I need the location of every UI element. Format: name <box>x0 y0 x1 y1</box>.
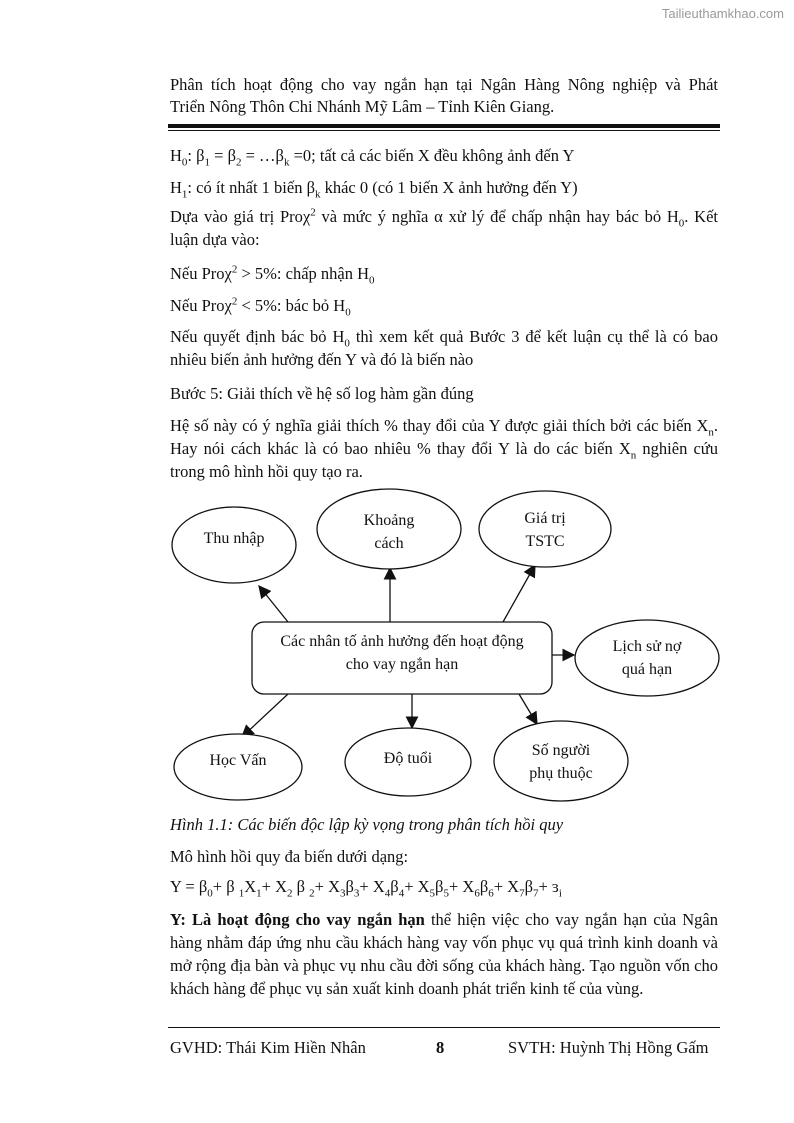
watermark: Tailieuthamkhao.com <box>661 6 784 21</box>
header-line-1: Phân tích hoạt động cho vay ngắn hạn tại Ngân Hàng Nông nghiệp và Phát <box>170 75 718 94</box>
node-lich-su-label-2: quá hạn <box>621 661 673 678</box>
node-khoang-cach-label-1: Khoảng <box>363 512 415 529</box>
node-thu-nhap-label: Thu nhập <box>203 530 265 547</box>
rule-reject: Nếu Proχ$^2$ < 5%: bác bỏ $H_0$ <box>170 295 351 319</box>
node-gia-tri-label-1: Giá trị <box>524 510 566 527</box>
model-intro: Mô hình hồi quy đa biến dưới dạng: <box>170 847 409 866</box>
hypothesis-h0: $H_0$: $\beta_1 = \beta_2$ = $\dots\beta_k =0$; tất cả các biến X đều không ảnh đến Y <box>170 146 575 169</box>
footer-instructor: GVHD: Thái Kim Hiền Nhân <box>170 1038 366 1057</box>
node-khoang-cach <box>317 489 461 569</box>
node-so-nguoi <box>494 721 628 801</box>
node-gia-tri-label-2: TSTC <box>525 533 565 550</box>
center-label-line-2: cho vay ngắn hạn <box>345 656 459 673</box>
footer-student: SVTH: Huỳnh Thị Hồng Gấm <box>508 1038 709 1057</box>
node-lich-su <box>575 620 719 696</box>
node-hoc-van-label: Học Vấn <box>209 752 267 769</box>
decision-paragraph: Dựa vào giá trị Proχ$^2$ và mức ý nghĩa α xử lý để chấp nhận hay bác bỏ $H_0$. Kết luận dựa vào: <box>170 206 718 249</box>
y-definition-term: Y: Là hoạt động cho vay ngắn hạn <box>170 910 425 929</box>
node-so-nguoi-label-1: Số người <box>531 742 591 759</box>
node-so-nguoi-label-2: phụ thuộc <box>529 765 593 782</box>
coefficient-paragraph: Hệ số này có ý nghĩa giải thích % thay đổi của Y được giải thích bởi các biến $X_n$. Hay nói cách khác là có bao nhiêu % thay đổi Y là do các biến $X_n$ nghiên cứu trong mô hình hồi quy tạo ra. <box>170 416 718 481</box>
page-number: 8 <box>436 1038 445 1057</box>
header-line-2: Triển Nông Thôn Chi Nhánh Mỹ Lâm – Tỉnh Kiên Giang. <box>170 97 555 116</box>
node-gia-tri <box>479 491 611 567</box>
arrow-to-hoc-van <box>242 694 288 737</box>
node-do-tuoi-label: Độ tuổi <box>383 750 433 767</box>
figure-caption: Hình 1.1: Các biến độc lập kỳ vọng trong phân tích hồi quy <box>170 815 564 834</box>
center-label-line-1: Các nhân tố ảnh hưởng đến hoạt động <box>280 633 524 650</box>
regression-equation: $Y = \beta_0+ \beta$ $_1X_1+ X_2$ β $_2+ X_3\beta_3+ X_4\beta_4+ X_5\beta_5+ X_6\beta_6+ X_7\beta_7+$ ɜ$_i$ <box>170 877 562 900</box>
hypothesis-h1: $H_1$: có ít nhất 1 biến $\beta_k$ khác 0 (có 1 biến X ảnh hưởng đến Y) <box>170 178 578 201</box>
reject-paragraph: Nếu quyết định bác bỏ $H_0$ thì xem kết quả Bước 3 để kết luận cụ thể là có bao nhiêu biến ảnh hưởng đến Y và đó là biến nào <box>170 327 719 369</box>
footer-rule <box>168 1027 720 1028</box>
node-khoang-cach-label-2: cách <box>374 535 404 552</box>
arrow-to-thu-nhap <box>259 586 288 622</box>
step5-paragraph: Bước 5: Giải thích về hệ số log hàm gần đúng <box>170 384 474 403</box>
arrow-to-gia-tri <box>503 565 535 622</box>
arrow-to-so-nguoi <box>519 694 537 724</box>
node-lich-su-label-1: Lịch sử nợ <box>612 638 682 655</box>
y-definition-paragraph: Y: Là hoạt động cho vay ngắn hạn thể hiện việc cho vay ngắn hạn của Ngân hàng nhằm đáp ứng nhu cầu khách hàng vay vốn phục vụ quá trình kinh doanh và mở rộng địa bàn và phục vụ nhu cầu đời sống của khách hàng. Tạo nguồn vốn cho khách hàng để phục vụ sản xuất kinh doanh phát triển kinh tế của vùng. <box>170 910 718 998</box>
rule-accept: Nếu Proχ$^2$ > 5%: chấp nhận $H_0$ <box>170 263 375 287</box>
